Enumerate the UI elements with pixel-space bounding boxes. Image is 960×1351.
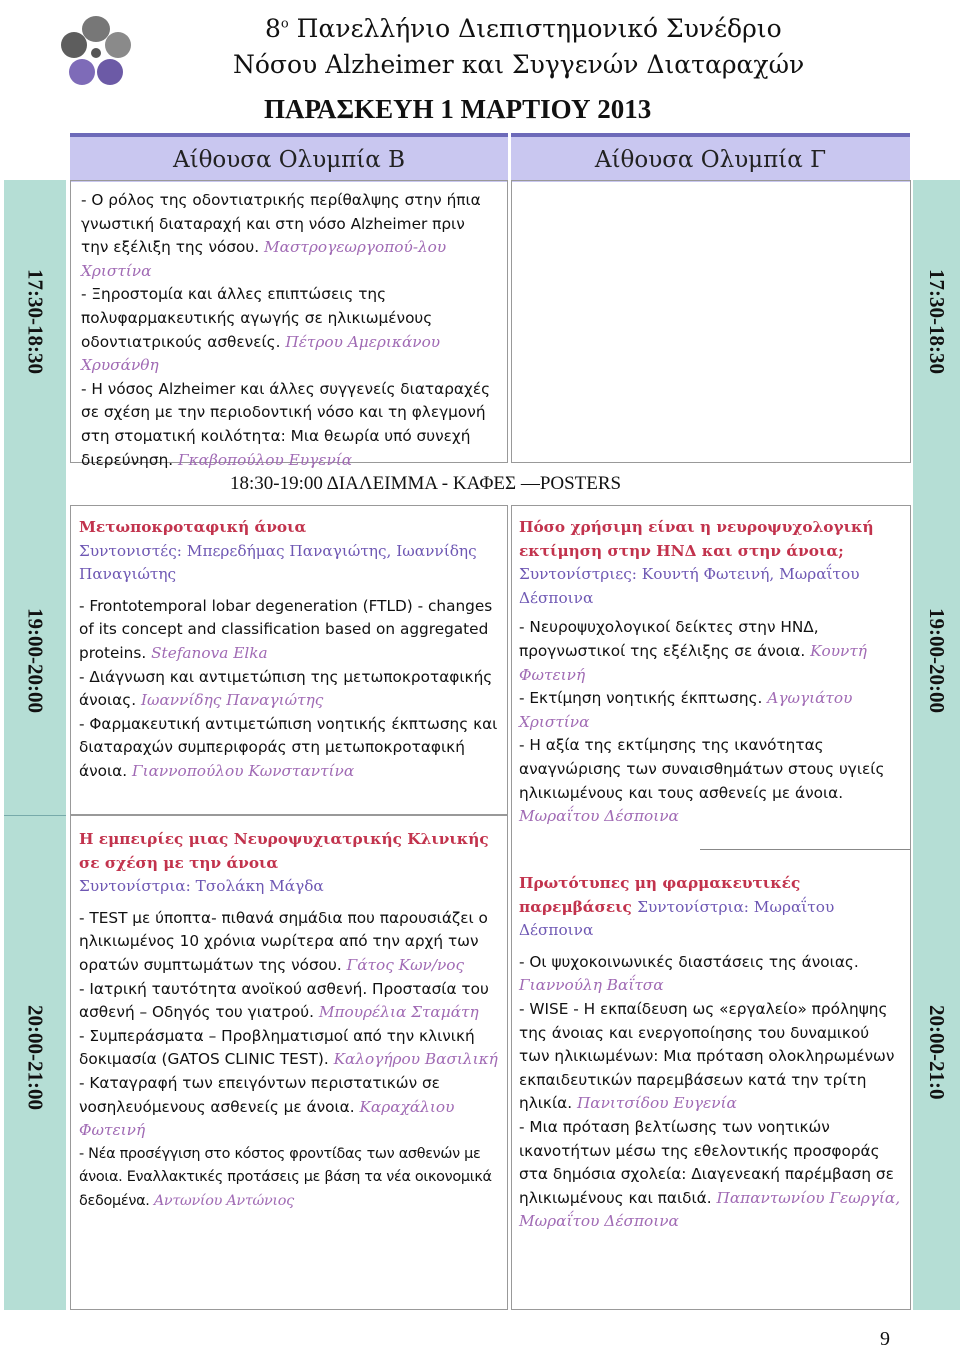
talk-author: Γιαννοπούλου Κωνσταντίνα xyxy=(131,761,355,780)
session-4 xyxy=(70,815,508,1310)
time-label: 20:00-21:0 xyxy=(925,1005,949,1100)
empty-cell xyxy=(511,180,911,463)
session-chairs: Συντονίστρια: Τσολάκη Μάγδα xyxy=(79,877,324,896)
talk-author: Κουντή Φωτεινή xyxy=(519,641,867,684)
session-1 xyxy=(70,180,508,469)
talk-title: - Μια πρόταση βελτίωσης των νοητικών ικανοτήτων μέσω της εθελοντικής προσφοράς στα δημόσια σχολεία: Διαγενεακή παρέμβαση σε ηλικιωμένους και παιδιά. xyxy=(519,1117,894,1207)
time-label: 19:00-20:00 xyxy=(23,607,48,713)
talk-title: - Νευροψυχολογικοί δείκτες στην ΗΝΔ, προγνωστικοί της εξέλιξης σε άνοια. xyxy=(519,618,819,660)
session-5 xyxy=(519,850,903,1234)
time-slot-2-left xyxy=(4,505,66,815)
session-heading: Πρωτότυπες μη φαρμακευτικές παρεμβάσεις xyxy=(519,874,801,916)
break-label: 18:30-19:00 ΔΙΑΛΕΙΜΜΑ - ΚΑΦΕΣ —POSTERS xyxy=(230,473,622,494)
session-chairs: Συντονιστές: Μπερεδήμας Παναγιώτης, Ιωαννίδης Παναγιώτης xyxy=(79,541,477,584)
talk-title: - Οι ψυχοκοινωνικές διαστάσεις της άνοιας. xyxy=(519,952,859,971)
time-label: 19:00-20:00 xyxy=(925,607,949,713)
time-divider xyxy=(4,815,66,816)
conference-title: $8^o$ Πανελλήνιο Διεπιστημονικό Συνέδριο xyxy=(265,14,782,43)
day-heading: ΠΑΡΑΣΚΕΥΗ 1 ΜΑΡΤΙΟΥ 2013 xyxy=(264,94,652,124)
talk-title: - Ιατρική ταυτότητα ανοϊκού ασθενή. Προστασία του ασθενή – Οδηγός του γιατρού. xyxy=(79,979,489,1022)
session-heading: Μετωποκροταφική άνοια xyxy=(79,518,307,536)
conference-subtitle: Νόσου Alzheimer και Συγγενών Διαταραχών xyxy=(233,50,805,79)
page-number: 9 xyxy=(880,1328,890,1350)
talk-author: Πέτρου Αμερικάνου Χρυσάνθη xyxy=(81,332,441,375)
session-heading: Πόσο χρήσιμη είναι η νευροψυχολογική εκτίμηση στην ΗΝΔ και στην άνοια; xyxy=(519,518,874,560)
talk-author: Αγωγιάτου Χριστίνα xyxy=(519,689,853,731)
time-label: 17:30-18:30 xyxy=(925,269,949,374)
flower-logo-icon xyxy=(55,12,137,94)
talk-author: Ιωαννίδης Παναγιώτης xyxy=(140,691,324,710)
talk-author: Αντωνίου Αντώνιος xyxy=(153,1192,294,1209)
talk-title: - Φαρμακευτική αντιμετώπιση νοητικής έκπτωσης και διαταραχών συμπεριφοράς στη μετωποκροταφική άνοια. xyxy=(79,714,498,780)
time-label: 17:30-18:30 xyxy=(23,269,48,374)
hall-header-c: Αίθουσα Ολυμπία Γ xyxy=(511,133,910,182)
time-slot-3-left xyxy=(4,815,66,1310)
talk-author: Γιαννούλη Βαΐτσα xyxy=(519,976,664,995)
talk-title: - Διάγνωση και αντιμετώπιση της μετωποκροταφικής άνοιας. xyxy=(79,667,493,710)
talk-author: Μωραΐτου Δέσποινα xyxy=(519,807,679,826)
talk-title: - Η αξία της εκτίμησης της ικανότητας αναγνώρισης των συναισθημάτων στους υγιείς ηλικιωμένους και τους ασθενείς με άνοια. xyxy=(519,736,885,802)
session-chairs: Συντονίστριες: Κουντή Φωτεινή, Μωραΐτου Δέσποινα xyxy=(519,565,860,607)
talk-title: - Frontotemporal lobar degeneration (FTLD) - changes of its concept and classification based on aggregated proteins. xyxy=(79,596,493,662)
talk-author: Παπαντωνίου Γεωργία, Μωραΐτου Δέσποινα xyxy=(519,1188,901,1231)
talk-author: Γκαβοπούλου Ευγενία xyxy=(178,450,353,469)
session-2 xyxy=(70,505,508,815)
time-slot-1-left xyxy=(4,180,66,463)
time-slot-2-right xyxy=(913,505,960,815)
talk-author: Πανιτσίδου Ευγενία xyxy=(576,1094,737,1113)
talk-title: - TEST με ύποπτα- πιθανά σημάδια που παρουσιάζει ο ηλικιωμένος 10 χρόνια νωρίτερα από την αρχή των ορατών συμπτωμάτων της νόσου. xyxy=(79,908,488,974)
hall-header-b: Αίθουσα Ολυμπία Β xyxy=(70,133,508,182)
talk-title: - Ξηροστομία και άλλες επιπτώσεις της πολυφαρμακευτικής αγωγής σε ηλικιωμένους οδοντιατρικούς ασθενείς. xyxy=(81,285,433,351)
talk-author: Μαστρογεωργοπού-λου Χριστίνα xyxy=(81,238,447,280)
talk-author: Μπουρέλια Σταμάτη xyxy=(318,1003,479,1022)
talk-title: - Καταγραφή των επειγόντων περιστατικών σε νοσηλευόμενους ασθενείς με άνοια. xyxy=(79,1073,440,1116)
time-slot-3-right xyxy=(913,815,960,1310)
talk-author: Καλογήρου Βασιλική xyxy=(333,1050,498,1069)
talk-author: Γάτος Κων/νος xyxy=(346,955,465,974)
talk-author: Καραχάλιου Φωτεινή xyxy=(79,1097,455,1140)
talk-title: - Η νόσος Alzheimer και άλλες συγγενείς διαταραχές σε σχέση με την περιοδοντική νόσο και τη φλεγμονή στη στοματική κοιλότητα: Μια θεωρία υπό συνεχή διερεύνηση. xyxy=(81,379,491,469)
talk-author: Stefanova Elka xyxy=(151,643,268,662)
session-3 xyxy=(519,516,903,849)
talk-title: - WISE - Η εκπαίδευση ως «εργαλείο» πρόληψης της άνοιας και ενεργοποίησης του δυναμικού των ηλικιωμένων: Μια πρόταση ολοκληρωμένων εκπαιδευτικών παρεμβάσεων κατά την τρίτη ηλικία. xyxy=(519,999,895,1113)
talk-title: - Συμπεράσματα – Προβληματισμοί από την κλινική δοκιμασία (GATOS CLINIC TEST). xyxy=(79,1026,475,1069)
right-sessions xyxy=(511,505,911,1310)
time-slot-1-right xyxy=(913,180,960,463)
talk-title: - Ο ρόλος της οδοντιατρικής περίθαλψης στην ήπια γνωστική διαταραχή και στη νόσο Alzheimer πριν την εξέλιξη της νόσου. xyxy=(81,191,481,257)
session-heading: Η εμπειρίες μιας Νευροψυχιατρικής Κλινικής σε σχέση με την άνοια xyxy=(79,830,489,872)
talk-title: - Νέα προσέγγιση στο κόστος φροντίδας των ασθενών με άνοια. Εναλλακτικές προτάσεις με βάση τα νέα οικονομικά δεδομένα. xyxy=(79,1145,492,1209)
talk-title: - Εκτίμηση νοητικής έκπτωσης. xyxy=(519,689,768,708)
time-label: 20:00-21:00 xyxy=(23,1005,48,1110)
session-chairs: Συντονίστρια: Μωραΐτου Δέσποινα xyxy=(519,897,835,940)
